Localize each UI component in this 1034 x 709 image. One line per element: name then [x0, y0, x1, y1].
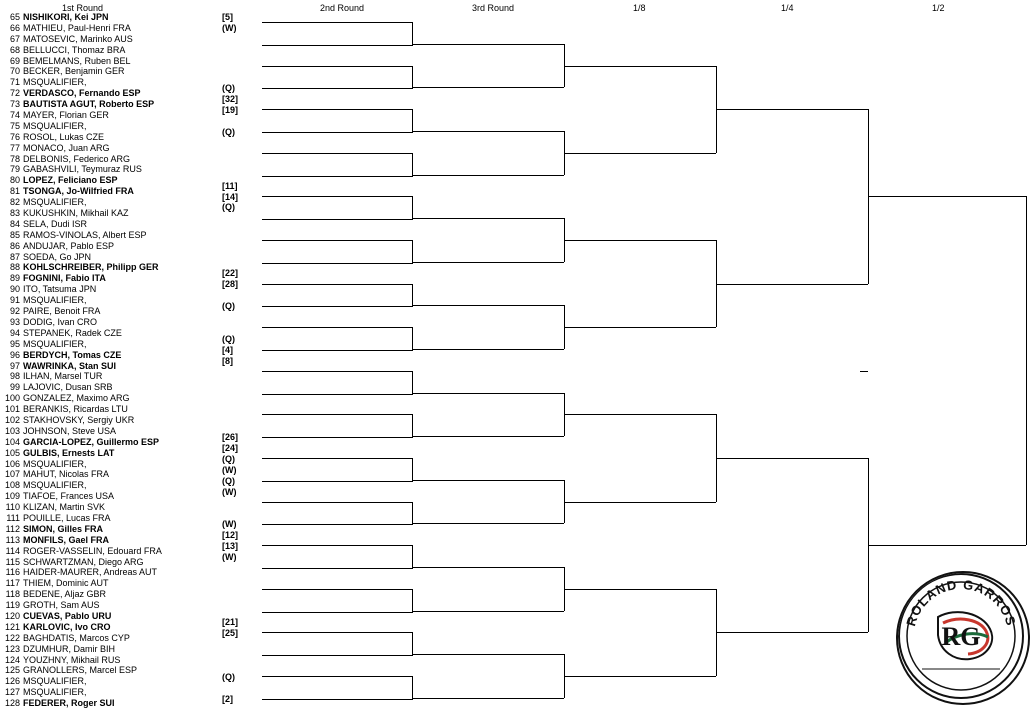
seed-tag: (Q) [222, 334, 235, 344]
round3-line [412, 654, 564, 655]
player-name: SELA, Dudi ISR [23, 218, 88, 229]
player-name: BELLUCCI, Thomaz BRA [23, 44, 126, 55]
final-line [860, 371, 868, 372]
player-row[interactable] [0, 164, 215, 175]
player-row[interactable] [0, 698, 215, 709]
player-row[interactable] [0, 469, 215, 480]
round2-match-box [262, 632, 413, 656]
player-number: 104 [4, 436, 20, 447]
player-number: 99 [9, 382, 20, 393]
player-row[interactable] [0, 88, 215, 99]
player-row[interactable] [0, 600, 215, 611]
player-number: 74 [9, 110, 20, 121]
round3-line [412, 87, 564, 88]
round-header: 2nd Round [320, 3, 365, 13]
round-header: 1/2 [932, 3, 945, 13]
round-header: 3rd Round [472, 3, 515, 13]
player-row[interactable] [0, 273, 215, 284]
player-number: 70 [9, 66, 20, 77]
round2-match-box [262, 284, 413, 308]
player-number: 123 [4, 643, 20, 654]
round2-match-box [262, 502, 413, 526]
seed-tag: (Q) [222, 476, 235, 486]
player-row[interactable] [0, 295, 215, 306]
player-name: GRANOLLERS, Marcel ESP [23, 665, 138, 676]
player-number: 114 [5, 545, 20, 556]
player-number: 110 [5, 502, 20, 513]
player-row[interactable] [0, 132, 215, 143]
round2-match-box [262, 196, 413, 220]
player-number: 76 [9, 131, 20, 142]
player-number: 83 [9, 208, 20, 219]
player-number: 86 [9, 240, 20, 251]
player-number: 92 [9, 306, 20, 317]
seed-tag: [4] [222, 345, 233, 355]
player-row[interactable] [0, 306, 215, 317]
player-number: 88 [9, 262, 20, 273]
player-name: THIEM, Dominic AUT [23, 578, 109, 589]
player-row[interactable] [0, 208, 215, 219]
round3-line [412, 611, 564, 612]
round2-match-box [262, 458, 413, 482]
player-number: 117 [5, 578, 20, 589]
player-row[interactable] [0, 23, 215, 34]
player-name: MONFILS, Gael FRA [23, 534, 110, 545]
seed-tag: (Q) [222, 454, 235, 464]
round2-match-box [262, 240, 413, 264]
player-number: 95 [9, 338, 20, 349]
player-name: MSQUALIFIER, [23, 676, 87, 687]
player-name: ROGER-VASSELIN, Edouard FRA [23, 545, 162, 556]
round16-line [564, 589, 716, 590]
player-row[interactable] [0, 262, 215, 273]
player-name: DODIG, Ivan CRO [23, 316, 98, 327]
player-row[interactable] [0, 524, 215, 535]
round3-line [412, 567, 564, 568]
seed-tag: (Q) [222, 127, 235, 137]
player-name: PAIRE, Benoit FRA [23, 306, 101, 317]
player-number: 127 [4, 687, 20, 698]
player-row[interactable] [0, 567, 215, 578]
seed-tag: [8] [222, 356, 233, 366]
quarter-line [716, 458, 868, 459]
roland-garros-logo [896, 571, 1030, 705]
player-name: NISHIKORI, Kei JPN [23, 12, 109, 22]
player-number: 90 [9, 284, 20, 295]
round2-match-box [262, 414, 413, 438]
player-number: 93 [9, 316, 20, 327]
player-name: STEPANEK, Radek CZE [23, 327, 122, 338]
round3-line [412, 218, 564, 219]
player-number: 66 [9, 22, 20, 33]
seed-tag: [22] [222, 268, 239, 278]
player-name: MAYER, Florian GER [23, 110, 109, 121]
seed-tag: (W) [222, 552, 237, 562]
player-name: ROSOL, Lukas CZE [23, 131, 105, 142]
player-name: BEMELMANS, Ruben BEL [23, 55, 131, 66]
player-row[interactable] [0, 676, 215, 687]
player-number: 109 [4, 491, 20, 502]
player-row[interactable] [0, 241, 215, 252]
round2-match-box [262, 589, 413, 613]
player-number: 68 [9, 44, 20, 55]
player-name: GROTH, Sam AUS [23, 600, 100, 611]
player-name: MATOSEVIC, Marinko AUS [23, 33, 133, 44]
player-number: 102 [4, 414, 20, 425]
player-row[interactable] [0, 393, 215, 404]
round3-line [412, 523, 564, 524]
player-number: 119 [5, 600, 20, 611]
round2-match-box [262, 22, 413, 46]
player-name: STAKHOVSKY, Sergiy UKR [23, 414, 135, 425]
player-name: MONACO, Juan ARG [23, 142, 110, 153]
player-row[interactable] [0, 404, 215, 415]
player-row[interactable] [0, 502, 215, 513]
player-name: GULBIS, Ernests LAT [23, 447, 115, 458]
player-name: MSQUALIFIER, [23, 338, 87, 349]
round3-line [412, 175, 564, 176]
round2-match-box [262, 153, 413, 177]
player-name: ANDUJAR, Pablo ESP [23, 240, 115, 251]
seed-tag: (Q) [222, 83, 235, 93]
seed-tag: [32] [222, 94, 239, 104]
round3-line [412, 44, 564, 45]
player-name: BEDENE, Aljaz GBR [23, 589, 107, 600]
player-number: 81 [9, 186, 20, 197]
player-row[interactable] [0, 415, 215, 426]
player-name: GABASHVILI, Teymuraz RUS [23, 164, 142, 175]
player-row[interactable] [0, 382, 215, 393]
seed-tag: [26] [222, 432, 239, 442]
player-list [0, 12, 215, 709]
player-number: 103 [4, 425, 20, 436]
player-number: 100 [4, 393, 20, 404]
seed-tag: [2] [222, 694, 233, 704]
player-row[interactable] [0, 350, 215, 361]
player-row[interactable] [0, 535, 215, 546]
round-header: 1/8 [633, 3, 646, 13]
quarter-line [716, 632, 868, 633]
round2-match-box [262, 66, 413, 90]
player-row[interactable] [0, 154, 215, 165]
player-name: KUKUSHKIN, Mikhail KAZ [23, 208, 129, 219]
player-number: 97 [9, 360, 20, 371]
player-number: 120 [4, 610, 20, 621]
seed-tag: (Q) [222, 301, 235, 311]
player-row[interactable] [0, 687, 215, 698]
player-number: 105 [4, 447, 20, 458]
player-number: 75 [9, 120, 20, 131]
player-row[interactable] [0, 99, 215, 110]
round2-match-box [262, 371, 413, 395]
player-number: 91 [9, 295, 20, 306]
player-row[interactable] [0, 611, 215, 622]
player-name: BERANKIS, Ricardas LTU [23, 404, 128, 415]
round3-line [412, 349, 564, 350]
player-row[interactable] [0, 459, 215, 470]
semi-line [868, 196, 1026, 197]
player-row[interactable] [0, 578, 215, 589]
player-name: MSQUALIFIER, [23, 480, 87, 491]
player-row[interactable] [0, 77, 215, 88]
player-number: 106 [4, 458, 20, 469]
player-number: 71 [9, 77, 20, 88]
player-name: BAUTISTA AGUT, Roberto ESP [23, 99, 155, 110]
player-name: YOUZHNY, Mikhail RUS [23, 654, 121, 665]
seed-tag: [25] [222, 628, 239, 638]
seed-tag: [5] [222, 12, 233, 22]
player-number: 98 [9, 371, 20, 382]
player-row[interactable] [0, 121, 215, 132]
seed-tag: (Q) [222, 202, 235, 212]
seed-tag: [24] [222, 443, 239, 453]
player-number: 126 [4, 676, 20, 687]
player-name: MSQUALIFIER, [23, 77, 87, 88]
player-row[interactable] [0, 491, 215, 502]
player-row[interactable] [0, 426, 215, 437]
round2-match-box [262, 676, 413, 700]
player-name: BECKER, Benjamin GER [23, 66, 125, 77]
player-number: 108 [4, 480, 20, 491]
player-row[interactable] [0, 339, 215, 350]
player-number: 111 [6, 512, 20, 523]
round3-line [412, 262, 564, 263]
player-row[interactable] [0, 219, 215, 230]
player-number: 77 [9, 142, 20, 153]
player-number: 112 [5, 523, 20, 534]
player-number: 122 [4, 632, 20, 643]
player-number: 107 [4, 469, 20, 480]
round16-line [564, 414, 716, 415]
round16-line [564, 153, 716, 154]
player-name: DELBONIS, Federico ARG [23, 153, 131, 164]
player-name: MATHIEU, Paul-Henri FRA [23, 22, 131, 33]
player-row[interactable] [0, 186, 215, 197]
round-header: 1st Round [62, 3, 104, 13]
player-name: SOEDA, Go JPN [23, 251, 92, 262]
player-name: POUILLE, Lucas FRA [23, 512, 111, 523]
player-name: GONZALEZ, Maximo ARG [23, 393, 130, 404]
round-header: 1/4 [781, 3, 794, 13]
player-number: 101 [4, 404, 20, 415]
player-name: LAJOVIC, Dusan SRB [23, 382, 113, 393]
player-name: VERDASCO, Fernando ESP [23, 88, 141, 99]
player-name: CUEVAS, Pablo URU [23, 610, 112, 621]
player-name: MSQUALIFIER, [23, 295, 87, 306]
player-name: SCHWARTZMAN, Diego ARG [23, 556, 144, 567]
player-name: ITO, Tatsuma JPN [23, 284, 97, 295]
round16-line [564, 240, 716, 241]
player-row[interactable] [0, 644, 215, 655]
player-row[interactable] [0, 513, 215, 524]
player-row[interactable] [0, 480, 215, 491]
player-number: 82 [9, 197, 20, 208]
player-name: FOGNINI, Fabio ITA [23, 273, 106, 284]
player-row[interactable] [0, 284, 215, 295]
player-name: MAHUT, Nicolas FRA [23, 469, 110, 480]
player-row[interactable] [0, 34, 215, 45]
seed-tag: [13] [222, 541, 239, 551]
player-name: JOHNSON, Steve USA [23, 425, 117, 436]
svg-text:RG: RG [941, 622, 981, 651]
seed-tag: (W) [222, 487, 237, 497]
round16-line [564, 502, 716, 503]
player-row[interactable] [0, 197, 215, 208]
player-row[interactable] [0, 56, 215, 67]
player-name: DZUMHUR, Damir BIH [23, 643, 115, 654]
round3-line [412, 393, 564, 394]
player-name: MSQUALIFIER, [23, 197, 87, 208]
player-row[interactable] [0, 589, 215, 600]
player-number: 96 [9, 349, 20, 360]
player-row[interactable] [0, 546, 215, 557]
player-name: WAWRINKA, Stan SUI [23, 360, 117, 371]
player-row[interactable] [0, 371, 215, 382]
player-number: 85 [9, 229, 20, 240]
player-name: FEDERER, Roger SUI [23, 698, 115, 709]
quarter-line [716, 284, 868, 285]
player-row[interactable] [0, 230, 215, 241]
seed-tag: [12] [222, 530, 239, 540]
player-number: 69 [9, 55, 20, 66]
player-row[interactable] [0, 143, 215, 154]
semi-line [868, 545, 1026, 546]
player-name: MSQUALIFIER, [23, 687, 87, 698]
player-name: HAIDER-MAURER, Andreas AUT [23, 567, 158, 578]
player-name: TSONGA, Jo-Wilfried FRA [23, 186, 134, 197]
round3-line [412, 436, 564, 437]
player-number: 87 [9, 251, 20, 262]
player-number: 80 [9, 175, 20, 186]
player-number: 116 [5, 567, 20, 578]
player-number: 128 [4, 698, 20, 709]
seed-tag: [14] [222, 192, 239, 202]
player-row[interactable] [0, 317, 215, 328]
seed-tag: (W) [222, 23, 237, 33]
round2-match-box [262, 545, 413, 569]
player-number: 121 [4, 621, 20, 632]
player-number: 118 [5, 589, 20, 600]
player-number: 115 [5, 556, 20, 567]
player-row[interactable] [0, 45, 215, 56]
player-row[interactable] [0, 448, 215, 459]
player-row[interactable] [0, 66, 215, 77]
player-number: 89 [9, 273, 20, 284]
player-number: 125 [4, 665, 20, 676]
player-row[interactable] [0, 12, 215, 23]
round2-match-box [262, 327, 413, 351]
player-name: BAGHDATIS, Marcos CYP [23, 632, 130, 643]
seed-tag: [28] [222, 279, 239, 289]
player-row[interactable] [0, 437, 215, 448]
semi-connector [1026, 196, 1027, 545]
player-number: 79 [9, 164, 20, 175]
seed-tag: (W) [222, 465, 237, 475]
seed-tag: [19] [222, 105, 239, 115]
seed-tag: [21] [222, 617, 239, 627]
player-name: LOPEZ, Feliciano ESP [23, 175, 118, 186]
round16-line [564, 676, 716, 677]
player-name: GARCIA-LOPEZ, Guillermo ESP [23, 436, 160, 447]
quarter-line [716, 109, 868, 110]
round16-line [564, 66, 716, 67]
player-name: MSQUALIFIER, [23, 120, 87, 131]
player-row[interactable] [0, 622, 215, 633]
player-name: TIAFOE, Frances USA [23, 491, 115, 502]
player-name: RAMOS-VINOLAS, Albert ESP [23, 229, 147, 240]
seed-tag: (Q) [222, 672, 235, 682]
seed-tag: (W) [222, 519, 237, 529]
player-number: 113 [5, 534, 20, 545]
player-row[interactable] [0, 328, 215, 339]
player-name: KARLOVIC, Ivo CRO [23, 621, 111, 632]
player-row[interactable] [0, 655, 215, 666]
player-number: 67 [9, 33, 20, 44]
player-row[interactable] [0, 665, 215, 676]
round3-line [412, 480, 564, 481]
player-number: 65 [9, 12, 20, 22]
round16-line [564, 327, 716, 328]
round2-match-box [262, 109, 413, 133]
player-name: ILHAN, Marsel TUR [23, 371, 103, 382]
player-row[interactable] [0, 110, 215, 121]
player-number: 73 [9, 99, 20, 110]
player-row[interactable] [0, 175, 215, 186]
player-row[interactable] [0, 361, 215, 372]
player-row[interactable] [0, 557, 215, 568]
player-number: 124 [4, 654, 20, 665]
seed-tag: [11] [222, 181, 238, 191]
player-name: MSQUALIFIER, [23, 458, 87, 469]
player-number: 72 [9, 88, 20, 99]
player-name: SIMON, Gilles FRA [23, 523, 104, 534]
player-row[interactable] [0, 252, 215, 263]
player-name: BERDYCH, Tomas CZE [23, 349, 122, 360]
player-number: 94 [9, 327, 20, 338]
player-row[interactable] [0, 633, 215, 644]
svg-text:ROLAND GARROS: ROLAND GARROS [903, 576, 1019, 628]
player-number: 78 [9, 153, 20, 164]
player-name: KLIZAN, Martin SVK [23, 502, 106, 513]
round3-line [412, 131, 564, 132]
player-name: KOHLSCHREIBER, Philipp GER [23, 262, 159, 273]
round3-line [412, 305, 564, 306]
player-number: 84 [9, 218, 20, 229]
